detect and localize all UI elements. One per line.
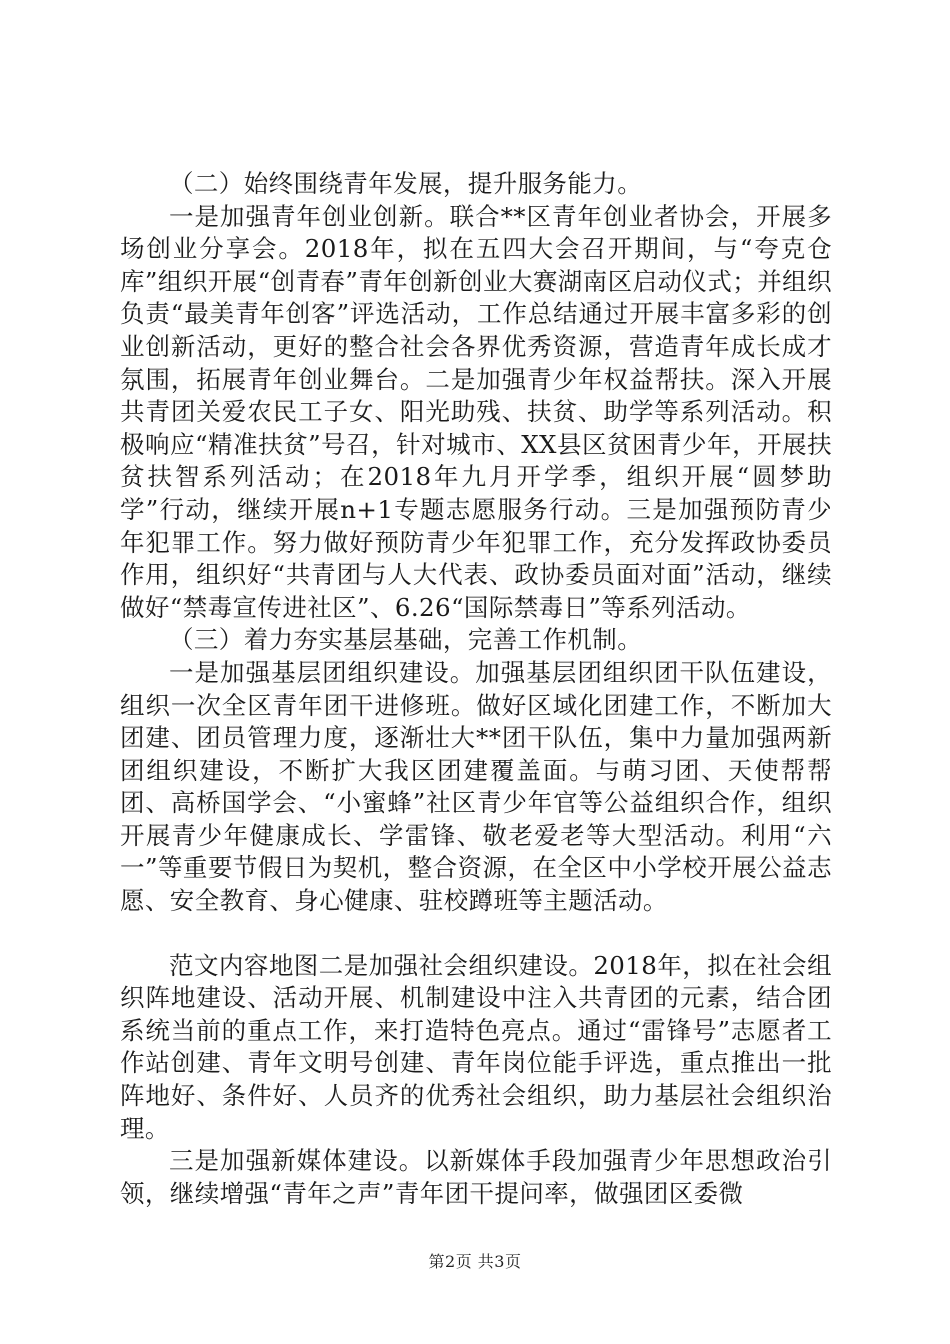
section-heading-3: （三）着力夯实基层基础，完善工作机制。: [169, 625, 643, 655]
page-footer: 第2页 共3页: [428, 1252, 522, 1271]
body-paragraph: 范文内容地图二是加强社会组织建设。2018年，拟在社会组织阵地建设、活动开展、机制建设中注入共青团的元素，结合团系统当前的重点工作，来打造特色亮点。通过“雷锋号”志愿者工作站创建、青年文明号创建、青年岗位能手评选，重点推出一批阵地好、条件好、人员齐的优秀社会组织，助力基层社会组织治理。: [120, 950, 832, 1143]
body-paragraph: 一是加强基层团组织建设。加强基层团组织团干队伍建设，组织一次全区青年团干进修班。做好区域化团建工作，不断加大团建、团员管理力度，逐渐壮大**团干队伍，集中力量加强两新团组织建设，不断扩大我区团建覆盖面。与萌习团、天使帮帮团、高桥国学会、“小蜜蜂”社区青少年官等公益组织合作，组织开展青少年健康成长、学雷锋、敬老爱老等大型活动。利用“六一”等重要节假日为契机，整合资源，在全区中小学校开展公益志愿、安全教育、身心健康、驻校蹲班等主题活动。: [120, 657, 832, 916]
section-heading-2: （二）始终围绕青年发展，提升服务能力。: [169, 169, 643, 198]
body-paragraph: 一是加强青年创业创新。联合**区青年创业者协会，开展多场创业分享会。2018年，拟在五四大会召开期间，与“夸克仓库”组织开展“创青春”青年创新创业大赛湖南区启动仪式；并组织负责“最美青年创客”评选活动，工作总结通过开展丰富多彩的创业创新活动，更好的整合社会各界优秀资源，营造青年成长成才氛围，拓展青年创业舞台。二是加强青少年权益帮扶。深入开展共青团关爱农民工子女、阳光助残、扶贫、助学等系列活动。积极响应“精准扶贫”号召，针对城市、XX县区贫困青少年，开展扶贫扶智系列活动；在2018年九月开学季，组织开展“圆梦助学”行动，继续开展n+1专题志愿服务行动。三是加强预防青少年犯罪工作。努力做好预防青少年犯罪工作，充分发挥政协委员作用，组织好“共青团与人大代表、政协委员面对面”活动，继续做好“禁毒宣传进社区”、6.26“国际禁毒日”等系列活动。: [120, 201, 832, 622]
paragraph-gap: [120, 918, 832, 950]
body-paragraph: 三是加强新媒体建设。以新媒体手段加强青少年思想政治引领，继续增强“青年之声”青年团干提问率，做强团区委微: [120, 1146, 832, 1208]
document-body: [120, 168, 832, 1210]
